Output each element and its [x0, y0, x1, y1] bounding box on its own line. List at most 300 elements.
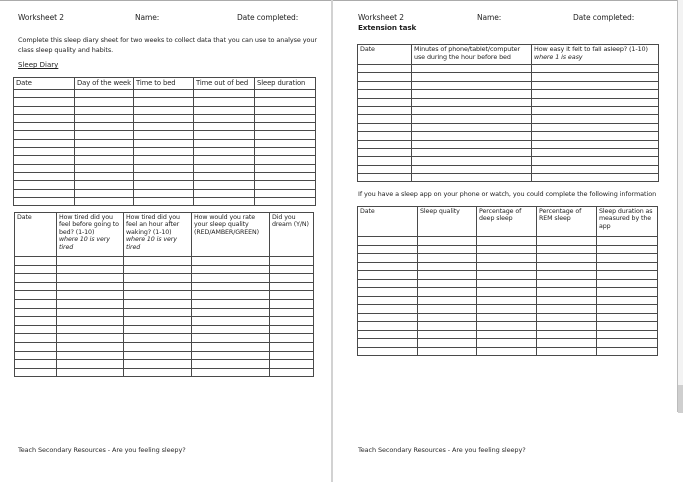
empty-cell [57, 317, 124, 326]
empty-row [358, 313, 658, 322]
empty-cell [418, 288, 477, 297]
empty-cell [358, 254, 418, 263]
empty-cell [14, 197, 75, 205]
empty-cell [124, 325, 192, 334]
empty-cell [134, 90, 194, 98]
empty-row [358, 254, 658, 263]
empty-cell [14, 123, 75, 131]
empty-cell [477, 330, 537, 339]
empty-row [358, 140, 659, 148]
empty-row [358, 237, 658, 246]
empty-row [14, 181, 316, 189]
empty-cell [412, 140, 532, 148]
empty-cell [192, 274, 270, 283]
empty-cell [75, 156, 134, 164]
empty-cell [57, 265, 124, 274]
empty-cell [597, 313, 658, 322]
empty-cell [477, 245, 537, 254]
empty-cell [192, 342, 270, 351]
empty-row [14, 90, 316, 98]
column-header-ease-of-falling-asleep [532, 45, 659, 65]
empty-cell [537, 262, 597, 271]
empty-cell [537, 305, 597, 314]
empty-row [15, 334, 314, 343]
empty-cell [358, 339, 418, 348]
column-label: How tired did you feel before going to bed? (1-10) [59, 214, 119, 236]
empty-cell [14, 106, 75, 114]
empty-cell [270, 265, 314, 274]
date-completed-label: Date completed: [237, 13, 299, 22]
empty-cell [194, 139, 255, 147]
empty-row [358, 305, 658, 314]
empty-cell [255, 139, 316, 147]
empty-cell [412, 132, 532, 140]
empty-cell [477, 322, 537, 331]
empty-cell [14, 139, 75, 147]
empty-cell [270, 342, 314, 351]
empty-row [15, 317, 314, 326]
empty-cell [358, 157, 412, 165]
header-row [15, 213, 314, 257]
empty-cell [358, 288, 418, 297]
empty-cell [15, 274, 57, 283]
empty-cell [192, 351, 270, 360]
empty-cell [532, 140, 659, 148]
empty-cell [255, 90, 316, 98]
empty-row [15, 360, 314, 369]
empty-cell [192, 291, 270, 300]
name-label: Name: [135, 13, 160, 22]
empty-cell [358, 115, 412, 123]
empty-row [358, 279, 658, 288]
empty-cell [477, 271, 537, 280]
empty-cell [15, 299, 57, 308]
empty-cell [255, 114, 316, 122]
empty-cell [537, 313, 597, 322]
empty-cell [75, 98, 134, 106]
empty-cell [597, 288, 658, 297]
empty-row [14, 164, 316, 172]
empty-row [15, 325, 314, 334]
empty-cell [255, 123, 316, 131]
empty-cell [124, 342, 192, 351]
empty-cell [124, 351, 192, 360]
empty-cell [124, 368, 192, 377]
scrollbar-track[interactable] [678, 0, 683, 412]
empty-cell [194, 172, 255, 180]
empty-cell [597, 262, 658, 271]
empty-row [15, 351, 314, 360]
empty-cell [14, 172, 75, 180]
empty-row [358, 322, 658, 331]
empty-cell [124, 308, 192, 317]
empty-cell [358, 123, 412, 131]
empty-cell [412, 90, 532, 98]
empty-cell [134, 164, 194, 172]
empty-cell [358, 262, 418, 271]
empty-row [15, 368, 314, 377]
empty-row [358, 288, 658, 297]
empty-cell [412, 174, 532, 182]
empty-cell [75, 139, 134, 147]
empty-cell [194, 156, 255, 164]
column-header-sleep-quality-rating [192, 213, 270, 257]
empty-cell [358, 148, 412, 156]
empty-cell [532, 157, 659, 165]
empty-row [14, 98, 316, 106]
empty-cell [192, 265, 270, 274]
empty-cell [537, 245, 597, 254]
empty-cell [597, 237, 658, 246]
empty-cell [194, 197, 255, 205]
empty-cell [597, 330, 658, 339]
empty-cell [192, 308, 270, 317]
column-header-date: Date [14, 78, 75, 90]
empty-cell [412, 106, 532, 114]
column-header-minutes-of-device-use [412, 45, 532, 65]
empty-cell [532, 90, 659, 98]
empty-cell [124, 299, 192, 308]
empty-row [358, 123, 659, 131]
empty-cell [597, 305, 658, 314]
empty-cell [418, 262, 477, 271]
empty-row [14, 123, 316, 131]
empty-row [358, 115, 659, 123]
empty-cell [270, 317, 314, 326]
empty-cell [192, 282, 270, 291]
worksheet-page-right [334, 0, 677, 482]
empty-row [14, 197, 316, 205]
empty-cell [57, 291, 124, 300]
empty-cell [194, 189, 255, 197]
empty-cell [597, 296, 658, 305]
empty-cell [597, 279, 658, 288]
empty-cell [597, 339, 658, 348]
page-divider [331, 0, 333, 482]
empty-cell [14, 156, 75, 164]
empty-cell [358, 81, 412, 89]
empty-cell [418, 245, 477, 254]
empty-cell [358, 271, 418, 280]
column-label: How would you rate your sleep quality (RED/AMBER/GREEN) [194, 214, 259, 236]
empty-cell [75, 106, 134, 114]
empty-row [358, 90, 659, 98]
empty-cell [255, 189, 316, 197]
empty-row [15, 282, 314, 291]
sleep-diary-heading: Sleep Diary [18, 61, 59, 69]
empty-cell [15, 282, 57, 291]
empty-cell [124, 317, 192, 326]
column-header-tired-before-bed [57, 213, 124, 257]
column-note: where 10 is very tired [59, 236, 110, 251]
empty-cell [194, 123, 255, 131]
empty-cell [134, 181, 194, 189]
empty-cell [192, 325, 270, 334]
empty-cell [358, 132, 412, 140]
empty-cell [412, 123, 532, 131]
empty-row [15, 299, 314, 308]
empty-cell [358, 90, 412, 98]
empty-cell [192, 317, 270, 326]
empty-cell [255, 131, 316, 139]
empty-cell [75, 181, 134, 189]
empty-cell [477, 262, 537, 271]
empty-cell [418, 339, 477, 348]
empty-cell [134, 189, 194, 197]
empty-cell [134, 106, 194, 114]
empty-cell [124, 334, 192, 343]
empty-cell [255, 172, 316, 180]
empty-cell [532, 115, 659, 123]
empty-cell [57, 342, 124, 351]
empty-cell [15, 317, 57, 326]
empty-cell [418, 330, 477, 339]
empty-cell [134, 123, 194, 131]
empty-cell [15, 265, 57, 274]
empty-cell [192, 360, 270, 369]
empty-cell [15, 351, 57, 360]
empty-cell [270, 308, 314, 317]
column-header-deep-sleep-percentage: Percentage of deep sleep [477, 207, 537, 237]
empty-cell [57, 299, 124, 308]
empty-cell [358, 98, 412, 106]
empty-cell [358, 237, 418, 246]
empty-cell [57, 351, 124, 360]
empty-cell [418, 237, 477, 246]
empty-cell [358, 279, 418, 288]
column-note: where 1 is easy [534, 52, 583, 61]
empty-cell [15, 342, 57, 351]
empty-cell [124, 282, 192, 291]
empty-cell [255, 106, 316, 114]
empty-row [358, 296, 658, 305]
empty-cell [75, 90, 134, 98]
empty-cell [418, 305, 477, 314]
page-footer: Teach Secondary Resources - Are you feeling sleepy? [18, 446, 186, 454]
empty-cell [15, 257, 57, 266]
empty-cell [124, 265, 192, 274]
empty-row [358, 148, 659, 156]
empty-row [14, 148, 316, 156]
empty-cell [537, 271, 597, 280]
empty-row [358, 245, 658, 254]
empty-cell [134, 131, 194, 139]
page-title: Worksheet 2 [18, 13, 64, 22]
empty-cell [75, 189, 134, 197]
empty-cell [124, 257, 192, 266]
empty-cell [270, 334, 314, 343]
empty-cell [15, 308, 57, 317]
empty-row [15, 274, 314, 283]
empty-row [358, 262, 658, 271]
empty-cell [194, 114, 255, 122]
empty-cell [14, 148, 75, 156]
empty-cell [75, 164, 134, 172]
empty-cell [270, 274, 314, 283]
empty-cell [597, 271, 658, 280]
empty-cell [14, 181, 75, 189]
empty-row [14, 114, 316, 122]
empty-cell [192, 257, 270, 266]
empty-cell [75, 123, 134, 131]
empty-row [358, 98, 659, 106]
empty-cell [418, 271, 477, 280]
intro-paragraph: Complete this sleep diary sheet for two weeks to collect data that you can use to analyse your class sleep quality and habits. [18, 36, 317, 54]
empty-cell [15, 334, 57, 343]
empty-cell [537, 339, 597, 348]
empty-cell [358, 106, 412, 114]
screen-use-table [357, 44, 659, 182]
empty-cell [477, 313, 537, 322]
empty-cell [255, 181, 316, 189]
empty-cell [57, 257, 124, 266]
name-label: Name: [477, 13, 502, 22]
empty-cell [194, 98, 255, 106]
empty-cell [57, 282, 124, 291]
empty-row [358, 73, 659, 81]
empty-cell [15, 360, 57, 369]
empty-cell [532, 148, 659, 156]
empty-cell [14, 164, 75, 172]
empty-row [14, 106, 316, 114]
column-label: Minutes of phone/tablet/computer use during the hour before bed [414, 45, 520, 61]
empty-cell [14, 98, 75, 106]
empty-cell [358, 330, 418, 339]
header-row [358, 45, 659, 65]
column-header-sleep-quality: Sleep quality [418, 207, 477, 237]
empty-cell [134, 98, 194, 106]
column-header-time-to-bed: Time to bed [134, 78, 194, 90]
empty-cell [57, 274, 124, 283]
empty-cell [532, 81, 659, 89]
empty-cell [15, 291, 57, 300]
empty-cell [537, 288, 597, 297]
empty-cell [270, 291, 314, 300]
empty-row [14, 131, 316, 139]
header-row [358, 207, 658, 237]
empty-cell [418, 313, 477, 322]
empty-cell [14, 131, 75, 139]
page-title: Worksheet 2 [358, 13, 404, 22]
empty-row [14, 156, 316, 164]
empty-row [15, 342, 314, 351]
empty-cell [358, 313, 418, 322]
empty-cell [194, 131, 255, 139]
empty-cell [537, 254, 597, 263]
empty-cell [412, 98, 532, 106]
column-header-date [358, 45, 412, 65]
sleep-feelings-table [14, 212, 314, 377]
empty-row [358, 347, 658, 356]
empty-cell [255, 156, 316, 164]
empty-cell [537, 237, 597, 246]
empty-cell [597, 347, 658, 356]
empty-cell [537, 347, 597, 356]
empty-cell [477, 288, 537, 297]
empty-cell [270, 299, 314, 308]
empty-row [358, 81, 659, 89]
empty-cell [15, 368, 57, 377]
empty-cell [134, 139, 194, 147]
empty-cell [477, 305, 537, 314]
empty-cell [14, 114, 75, 122]
empty-cell [255, 148, 316, 156]
empty-cell [75, 148, 134, 156]
column-header-did-you-dream [270, 213, 314, 257]
column-label: Date [360, 45, 375, 53]
date-completed-label: Date completed: [573, 13, 635, 22]
empty-cell [412, 148, 532, 156]
column-header-rem-sleep-percentage: Percentage of REM sleep [537, 207, 597, 237]
empty-row [358, 106, 659, 114]
empty-cell [134, 156, 194, 164]
empty-cell [418, 296, 477, 305]
column-label: How tired did you feel an hour after waking? (1-10) [126, 214, 180, 236]
empty-cell [532, 73, 659, 81]
empty-cell [194, 164, 255, 172]
empty-cell [477, 296, 537, 305]
empty-cell [412, 81, 532, 89]
column-label: Date [17, 214, 32, 221]
empty-cell [532, 132, 659, 140]
empty-cell [537, 322, 597, 331]
empty-cell [14, 90, 75, 98]
empty-cell [477, 339, 537, 348]
empty-cell [532, 98, 659, 106]
empty-row [15, 308, 314, 317]
empty-cell [270, 282, 314, 291]
empty-cell [134, 172, 194, 180]
column-header-time-out-of-bed: Time out of bed [194, 78, 255, 90]
sleep-app-table [357, 206, 658, 356]
empty-cell [477, 254, 537, 263]
scrollbar-thumb[interactable] [678, 385, 683, 413]
empty-row [358, 271, 658, 280]
empty-cell [412, 115, 532, 123]
empty-row [15, 257, 314, 266]
empty-row [358, 165, 659, 173]
empty-cell [358, 322, 418, 331]
empty-cell [134, 197, 194, 205]
empty-row [15, 291, 314, 300]
page-footer: Teach Secondary Resources - Are you feeling sleepy? [358, 446, 526, 454]
empty-cell [124, 291, 192, 300]
empty-cell [418, 254, 477, 263]
empty-cell [270, 351, 314, 360]
empty-cell [192, 299, 270, 308]
empty-row [358, 330, 658, 339]
empty-cell [270, 257, 314, 266]
column-note: where 10 is very tired [126, 236, 177, 251]
empty-cell [358, 165, 412, 173]
empty-row [14, 189, 316, 197]
empty-cell [412, 73, 532, 81]
empty-row [358, 339, 658, 348]
sleep-diary-table [13, 77, 316, 206]
column-label: Did you dream (Y/N) [272, 214, 309, 229]
empty-cell [358, 347, 418, 356]
empty-cell [477, 279, 537, 288]
empty-cell [358, 296, 418, 305]
empty-cell [75, 131, 134, 139]
column-header-app-sleep-duration: Sleep duration as measured by the app [597, 207, 658, 237]
empty-cell [537, 330, 597, 339]
empty-cell [477, 347, 537, 356]
empty-cell [124, 360, 192, 369]
empty-cell [358, 245, 418, 254]
empty-cell [57, 325, 124, 334]
empty-cell [124, 274, 192, 283]
